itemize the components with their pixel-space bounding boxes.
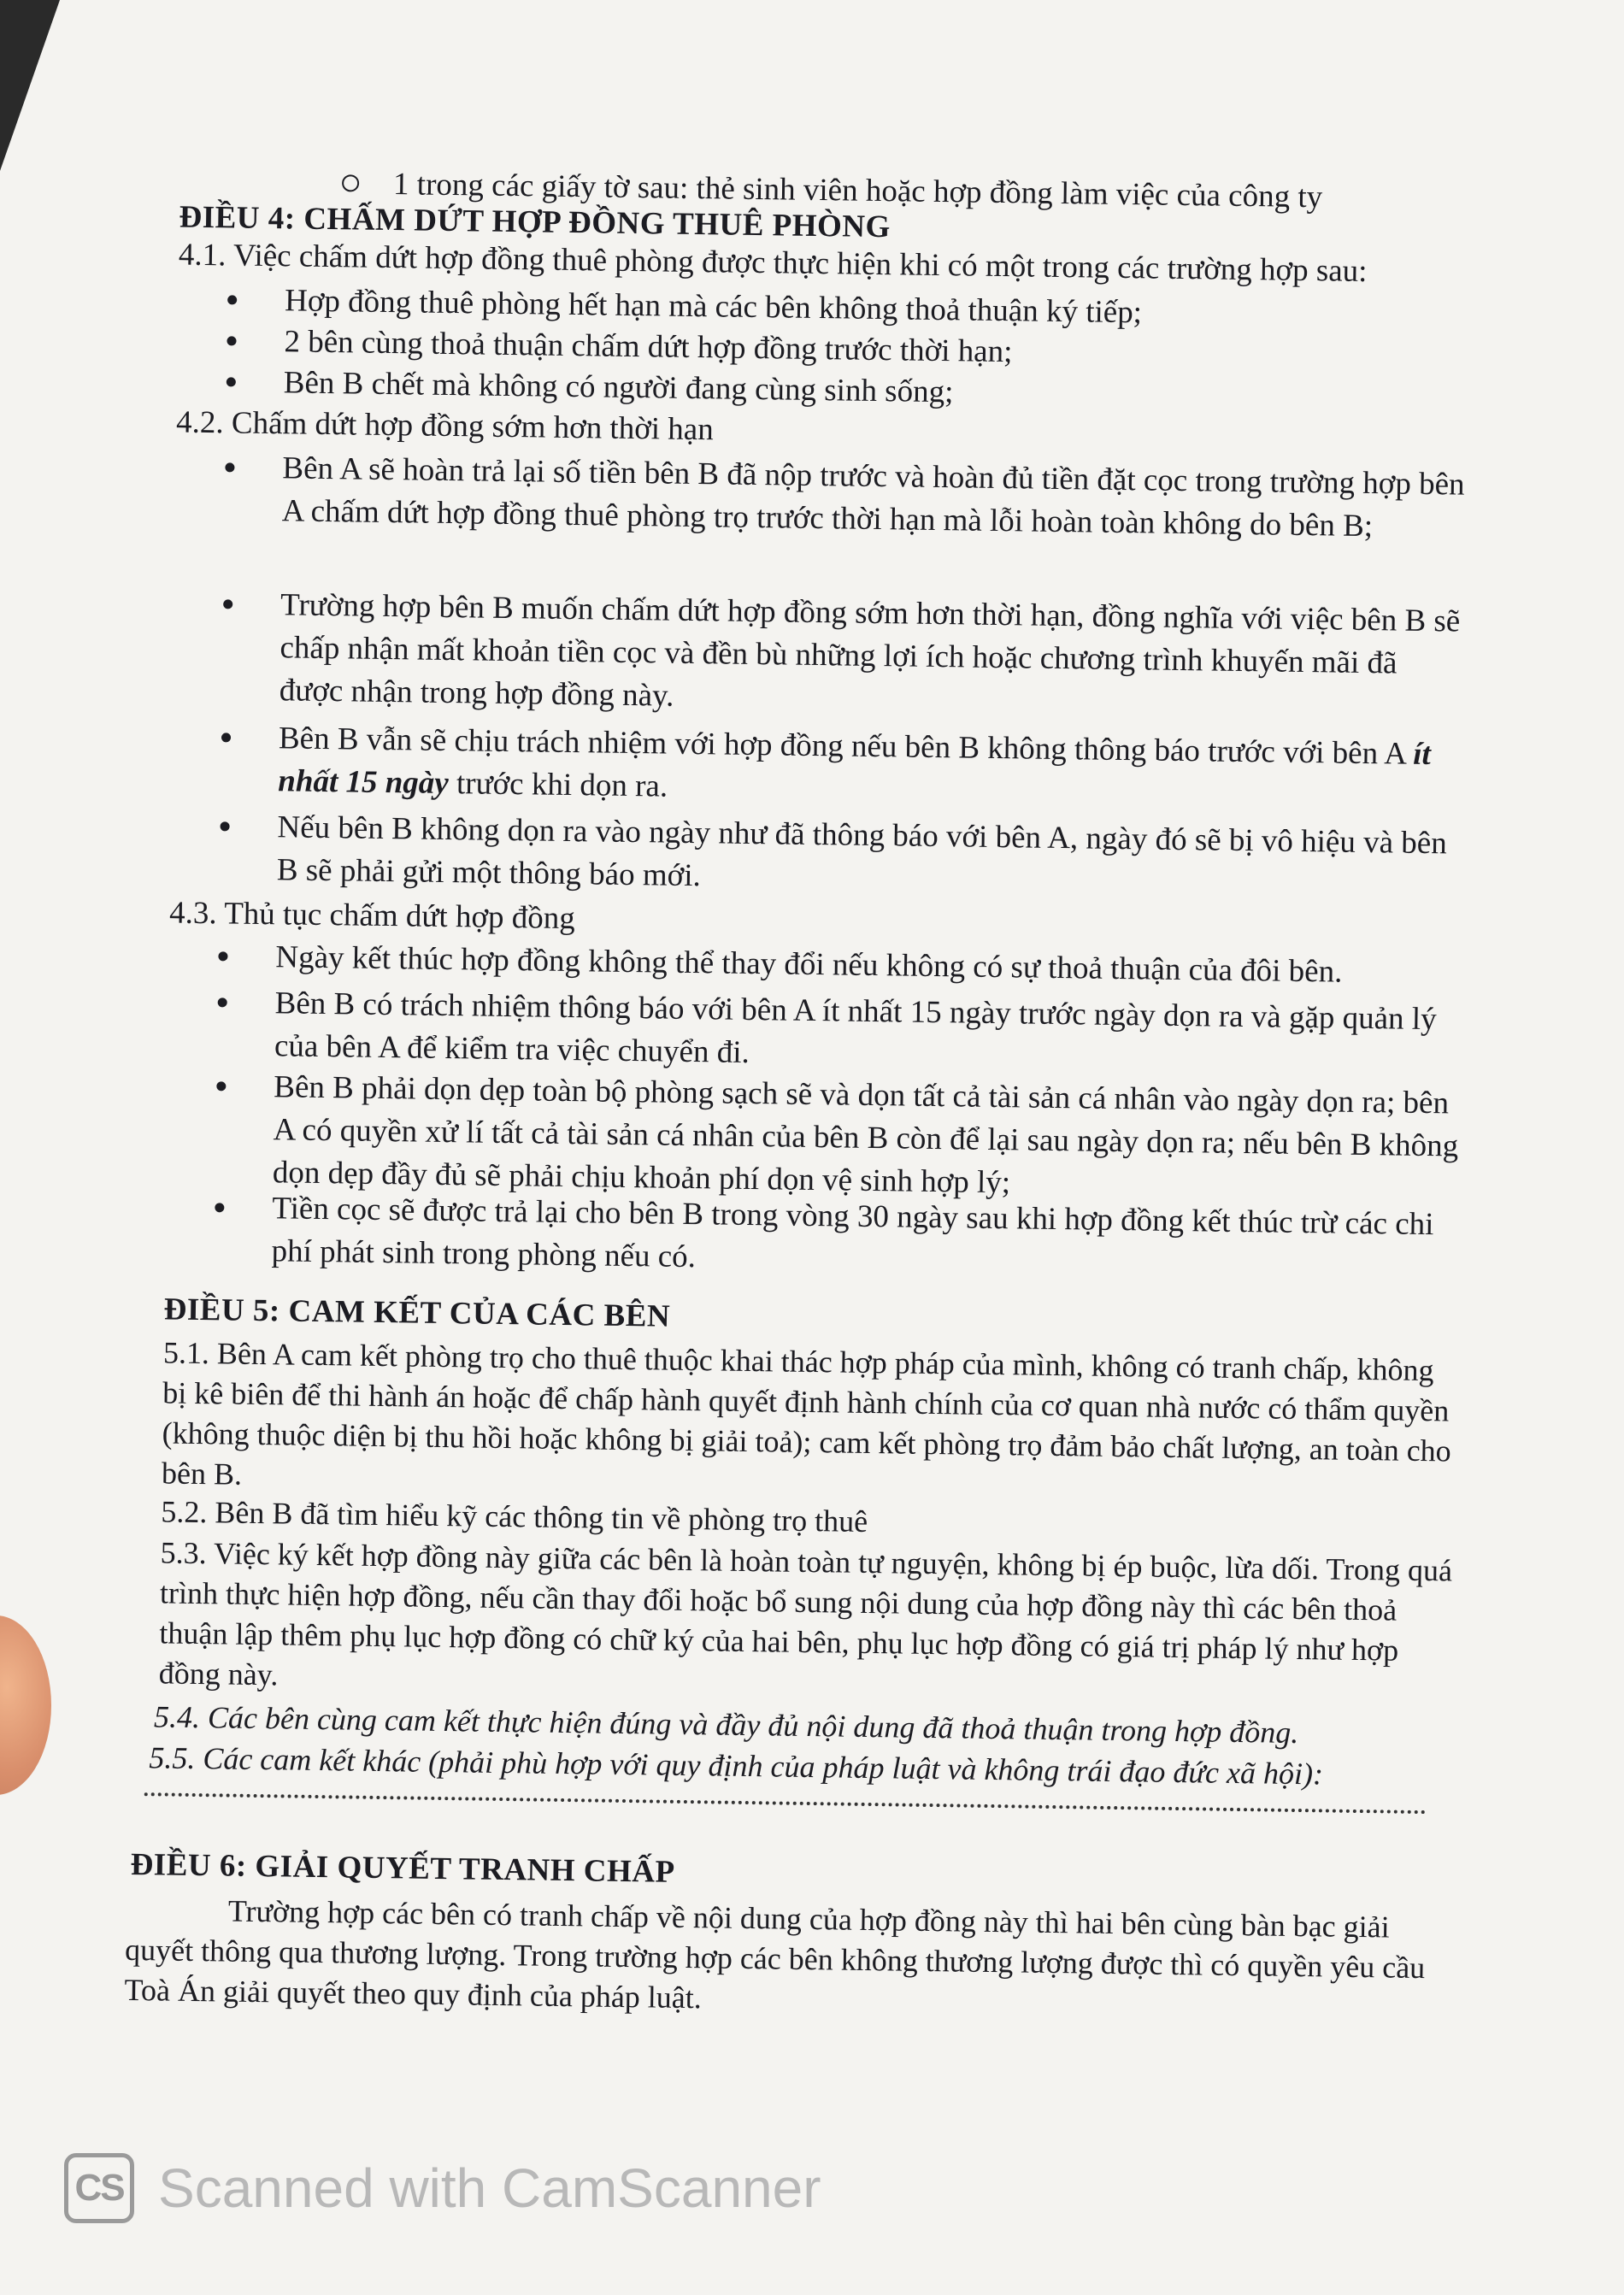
- bullet-icon: [221, 821, 230, 831]
- article-5-title: ĐIỀU 5: CAM KẾT CỦA CÁC BÊN: [163, 1292, 671, 1334]
- list-item: Nếu bên B không dọn ra vào ngày như đã thông báo với bên A, ngày đó sẽ bị vô hiệu và bên B sẽ phải gửi một thông báo mới.: [222, 805, 1436, 822]
- list-item: Bên B chết mà không có người đang cùng sinh sống;: [228, 361, 1442, 378]
- bullet-icon: [216, 1081, 226, 1091]
- camscanner-watermark: [64, 2150, 821, 2227]
- clause-5-5: 5.5. Các cam kết khác (phải phù hợp với quy định của pháp luật và không trái đạo đức xã hội):: [149, 1740, 1324, 1792]
- article-6-paragraph: Trường hợp các bên có tranh chấp về nội dung của hợp đồng này thì hai bên cùng bàn bạc giải quyết thông qua thương lượng. Trong trường hợp các bên không thương lượng được thì có quyền yêu cầu Toà Án giải quyết theo quy định của pháp luật.: [124, 1893, 1426, 2015]
- bullet-icon: [227, 336, 236, 345]
- list-item: Bên B phải dọn dẹp toàn bộ phòng sạch sẽ và dọn tất cả tài sản cá nhân vào ngày dọn ra; bên A có quyền xử lí tất cả tài sản cá nhân của bên B còn để lại sau ngày dọn ra; nếu bên B không dọn dẹp đầy đủ sẽ phải chịu khoản phí dọn vệ sinh hợp lý;: [219, 1065, 1433, 1082]
- watermark-text: Scanned with CamScanner: [158, 2157, 821, 2219]
- list-item: Ngày kết thúc hợp đồng không thể thay đổi nếu không có sự thoả thuận của đôi bên.: [221, 935, 1434, 952]
- bullet-icon: [227, 377, 236, 386]
- list-item: Hợp đồng thuê phòng hết hạn mà các bên không thoả thuận ký tiếp;: [230, 279, 1444, 296]
- section-4-2-label: 4.2. Chấm dứt hợp đồng sớm hơn thời hạn: [175, 404, 715, 448]
- bullet-icon: [227, 295, 237, 304]
- bullet-icon: [215, 1203, 224, 1212]
- list-item: Trường hợp bên B muốn chấm dứt hợp đồng sớm hơn thời hạn, đồng nghĩa với việc bên B sẽ chấp nhận mất khoản tiền cọc và đền bù những lợi ích hoặc chương trình khuyến mãi đã được nhận trong hợp đồng này.: [226, 583, 1439, 600]
- camscanner-logo-icon: CS: [64, 2153, 134, 2223]
- circle-bullet-icon: [342, 174, 359, 191]
- list-item: Bên B có trách nhiệm thông báo với bên A ít nhất 15 ngày trước ngày dọn ra và gặp quản lý của bên A để kiểm tra việc chuyển đi.: [220, 981, 1433, 998]
- top-line: 1 trong các giấy tờ sau: thẻ sinh viên hoặc hợp đồng làm việc của công ty: [392, 167, 1323, 215]
- clause-5-3: 5.3. Việc ký kết hợp đồng này giữa các bên là hoàn toàn tự nguyện, không bị ép buộc, lừa dối. Trong quá trình thực hiện hợp đồng, nếu cần thay đổi hoặc bổ sung nội dung của hợp đồng này thì các bên thoả thuận lập thêm phụ lục hợp đồng có chữ ký của hai bên, phụ lục hợp đồng có giá trị pháp lý như hợp đồng này.: [158, 1535, 1453, 1692]
- fill-in-dotted-line: [144, 1792, 1427, 1814]
- clause-5-1: 5.1. Bên A cam kết phòng trọ cho thuê thuộc khai thác hợp pháp của mình, không có tranh chấp, không bị kê biên để thi hành án hoặc để chấp hành quyết định hành chính của cơ quan nhà nước có thẩm quyền (không thuộc diện bị thu hồi hoặc không bị giải toả); cam kết phòng trọ đảm bảo chất lượng, an toàn cho bên B.: [161, 1335, 1452, 1492]
- list-item: 2 bên cùng thoả thuận chấm dứt hợp đồng trước thời hạn;: [229, 320, 1443, 337]
- article-4-title: ĐIỀU 4: CHẤM DỨT HỢP ĐỒNG THUÊ PHÒNG: [179, 199, 891, 245]
- section-4-3-label: 4.3. Thủ tục chấm dứt hợp đồng: [168, 895, 576, 937]
- bullet-icon: [221, 733, 231, 742]
- bullet-icon: [223, 599, 232, 609]
- clause-5-4: 5.4. Các bên cùng cam kết thực hiện đúng và đầy đủ nội dung đã thoả thuận trong hợp đồng.: [153, 1699, 1299, 1751]
- bullet-icon: [225, 462, 234, 472]
- list-item: Bên B vẫn sẽ chịu trách nhiệm với hợp đồng nếu bên B không thông báo trước với bên A ít nhất 15 ngày trước khi dọn ra.: [223, 716, 1437, 733]
- section-4-1-label: 4.1. Việc chấm dứt hợp đồng thuê phòng được thực hiện khi có một trong các trường hợp sau:: [178, 237, 1368, 289]
- clause-5-2: 5.2. Bên B đã tìm hiểu kỹ các thông tin về phòng trọ thuê: [161, 1494, 868, 1539]
- bullet-icon: [218, 951, 227, 961]
- article-6-title: ĐIỀU 6: GIẢI QUYẾT TRANH CHẤP: [130, 1846, 675, 1890]
- bullet-icon: [218, 997, 227, 1007]
- list-item: Tiền cọc sẽ được trả lại cho bên B trong vòng 30 ngày sau khi hợp đồng kết thúc trừ các chi phí phát sinh trong phòng nếu có.: [217, 1186, 1431, 1203]
- list-item: Bên A sẽ hoàn trả lại số tiền bên B đã nộp trước và hoàn đủ tiền đặt cọc trong trường hợp bên A chấm dứt hợp đồng thuê phòng trọ trước thời hạn mà lỗi hoàn toàn không do bên B;: [227, 446, 1441, 463]
